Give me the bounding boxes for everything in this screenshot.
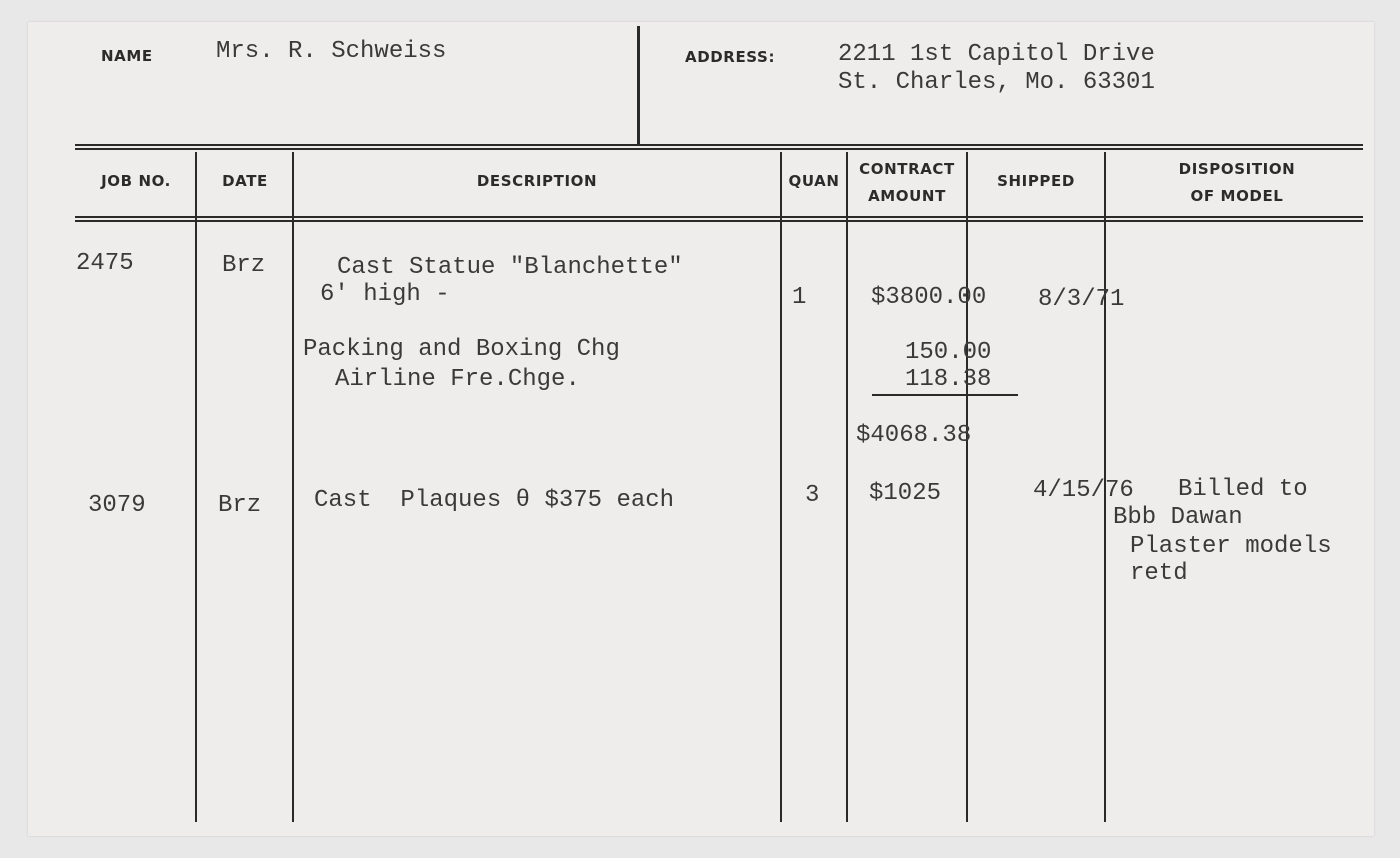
col-line-2 [292,152,294,822]
col-contract-amount-1: CONTRACT [859,160,955,178]
entry-1-charge-1-label: Packing and Boxing Chg [303,336,620,363]
col-line-1 [195,152,197,822]
entry-1-shipped: 8/3/71 [1038,286,1125,313]
address-line-1: 2211 1st Capitol Drive [838,41,1155,68]
name-label: NAME [101,47,153,65]
col-description: DESCRIPTION [476,172,598,190]
address-line-2: St. Charles, Mo. 63301 [838,69,1155,96]
col-line-4 [846,152,848,822]
entry-1-amount: $3800.00 [871,284,987,311]
entry-2-disposition-2: Bbb Dawan [1113,504,1243,531]
address-label: ADDRESS: [685,48,776,66]
col-line-5 [966,152,968,822]
entry-2-quan: 3 [805,482,820,509]
col-line-3 [780,152,782,822]
header-rule [75,144,1363,150]
entry-2-disposition-3: Plaster models [1130,533,1332,560]
col-quan: QUAN [788,172,840,190]
entry-1-date: Brz [222,252,266,279]
col-disposition-2: OF MODEL [1190,187,1284,205]
col-job-no: JOB NO. [101,172,171,190]
name-value: Mrs. R. Schweiss [216,38,447,65]
entry-2-disposition-1: Billed to [1178,476,1308,503]
entry-2-amount: $1025 [869,480,942,507]
entry-1-job-no: 2475 [76,250,134,277]
entry-1-charge-1-amount: 150.00 [905,339,992,366]
entry-1-description-1: Cast Statue "Blanchette" [337,254,683,281]
column-header-rule [75,216,1363,222]
entry-2-shipped: 4/15/76 [1033,477,1134,504]
entry-2-job-no: 3079 [88,492,146,519]
record-card [28,22,1374,836]
entry-1-sum-rule [872,394,1018,396]
col-disposition-1: DISPOSITION [1178,160,1296,178]
entry-1-total: $4068.38 [856,422,972,449]
entry-2-date: Brz [218,492,262,519]
entry-1-quan: 1 [792,284,807,311]
entry-2-disposition-4: retd [1130,560,1188,587]
entry-1-charge-2-label: Airline Fre.Chge. [335,366,580,393]
col-shipped: SHIPPED [997,172,1075,190]
entry-2-description: Cast Plaques θ $375 each [314,487,675,514]
entry-1-description-2: 6' high - [320,281,450,308]
top-divider [637,26,640,146]
entry-1-charge-2-amount: 118.38 [905,366,992,393]
col-date: DATE [222,172,268,190]
col-contract-amount-2: AMOUNT [868,187,946,205]
